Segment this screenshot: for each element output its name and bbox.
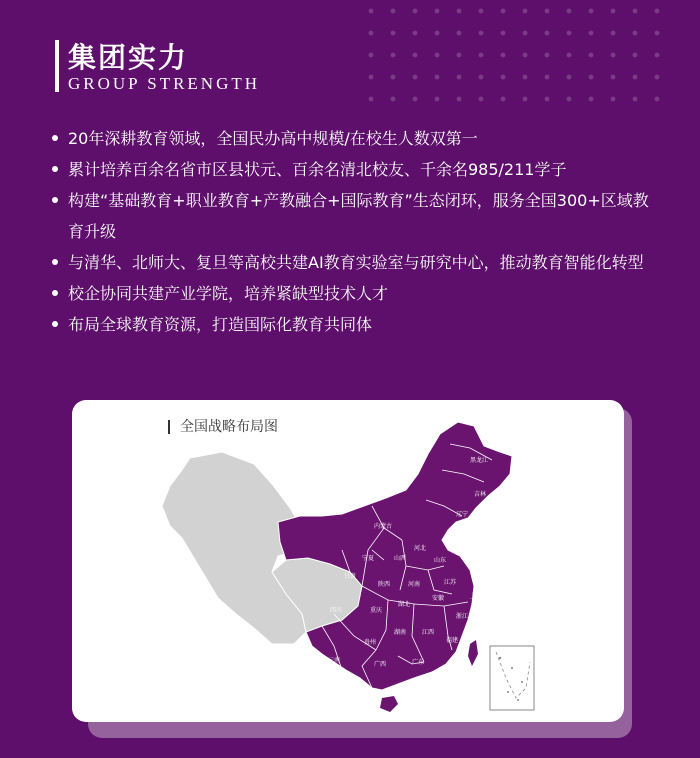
province-label: 浙江: [456, 613, 469, 620]
province-label: 江西: [422, 629, 435, 636]
list-item: 布局全球教育资源，打造国际化教育共同体: [50, 309, 650, 340]
province-label: 安徽: [432, 595, 445, 602]
section-subtitle: GROUP STRENGTH: [68, 74, 261, 93]
list-item: 与清华、北师大、复旦等高校共建AI教育实验室与研究中心，推动教育智能化转型: [50, 247, 650, 278]
section-title: 集团实力: [68, 41, 189, 74]
province-label: 黑龙江: [470, 457, 489, 464]
province-label: 湖南: [394, 629, 407, 636]
strength-list: [50, 123, 650, 340]
province-label: 广西: [374, 661, 387, 668]
province-label: 河北: [414, 545, 427, 552]
list-item: 20年深耕教育领域，全国民办高中规模/在校生人数双第一: [50, 123, 650, 154]
list-item: 校企协同共建产业学院，培养紧缺型技术人才: [50, 278, 650, 309]
province-label: 贵州: [364, 639, 377, 646]
province-label: 上海: [470, 593, 483, 600]
province-label: 宁夏: [362, 555, 375, 562]
province-label: 重庆: [370, 607, 383, 614]
province-label: 山西: [394, 555, 407, 562]
province-label: 江苏: [444, 579, 457, 586]
province-label: 福建: [446, 637, 459, 644]
province-label: 陕西: [378, 581, 391, 588]
map-card-title: 全国战略布局图: [168, 420, 278, 434]
map-region-hainan: [380, 696, 398, 712]
map-card: [72, 400, 624, 722]
province-label: 湖北: [398, 601, 411, 608]
province-label: 内蒙古: [374, 523, 393, 530]
province-label: 甘肃: [344, 573, 357, 580]
province-label: 广东: [412, 659, 425, 666]
header-accent-bar: [55, 40, 59, 92]
list-item: 累计培养百余名省市区县状元、百余名清北校友、千余名985/211学子: [50, 154, 650, 185]
province-label: 辽宁: [456, 511, 469, 518]
dot-pattern-decoration: [360, 0, 660, 110]
province-label: 河南: [408, 581, 421, 588]
province-label: 山东: [434, 557, 447, 564]
map-region-taiwan: [468, 640, 478, 666]
list-item: 构建“基础教育+职业教育+产教融合+国际教育”生态闭环，服务全国300+区域教育升级: [50, 185, 650, 247]
china-map: [72, 400, 624, 722]
province-label: 吉林: [474, 491, 487, 498]
province-label: 云南: [328, 657, 341, 664]
province-label: 四川: [330, 607, 343, 614]
